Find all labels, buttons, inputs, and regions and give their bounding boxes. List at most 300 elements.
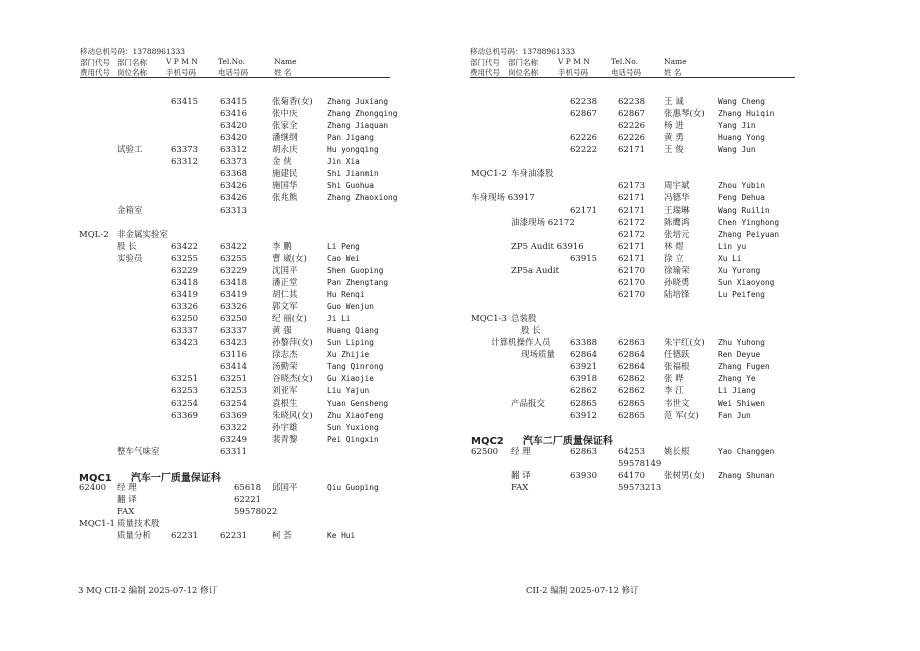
person-name: 孙黎萍(女) (272, 338, 313, 349)
person-name: 徐瑜荣 (664, 265, 690, 276)
person-name-roman: Chen Yinghong (718, 217, 780, 227)
person-name: 韦世文 (664, 398, 690, 409)
list-item (0, 205, 460, 217)
list-item (460, 265, 920, 277)
position: 翻 译 (511, 471, 531, 481)
section-name: 汽车二厂质量保证科 (522, 436, 613, 447)
list-item (0, 168, 460, 180)
vpmn-number: 63373 (171, 145, 199, 156)
person-name: 施建民 (272, 169, 298, 180)
list-item (460, 156, 920, 168)
tel-number: 62171 (618, 205, 646, 216)
person-name: 金 侠 (272, 157, 292, 168)
list-item (0, 289, 460, 301)
person-name: 张惠琴(女) (664, 109, 705, 120)
list-item (460, 446, 920, 458)
tel-number: 63116 (220, 350, 248, 361)
person-name: 杨 进 (664, 121, 684, 132)
tel-number: 63416 (220, 109, 248, 120)
vpmn-number: 63250 (171, 314, 199, 325)
person-name-roman: Ren Deyue (718, 350, 761, 360)
list-item (460, 205, 920, 217)
col-header-dept-code: 部门代号 (80, 58, 110, 67)
tel-number: 63415 (220, 97, 248, 107)
tel-number: 63322 (220, 422, 248, 433)
vpmn-number: 63388 (570, 338, 598, 349)
list-item (460, 192, 920, 204)
person-name: 张培元 (664, 229, 690, 240)
list-item (460, 289, 920, 301)
person-name-roman: Zhang Zhaoxiong (327, 193, 398, 203)
list-item (460, 458, 920, 470)
tel-number: 62864 (618, 350, 646, 361)
list-item (0, 446, 460, 458)
person-name: 潘继纲 (272, 133, 298, 144)
person-name: 王 诚 (664, 97, 684, 107)
vpmn-number: 63423 (171, 338, 199, 349)
person-name: 郭文军 (272, 302, 298, 313)
person-name-roman: Tang Qinrong (327, 362, 384, 372)
person-name: 胡仁其 (272, 289, 298, 300)
vpmn-number: 63337 (171, 326, 199, 337)
person-name-roman: Zhu Xiaofeng (327, 410, 384, 420)
position: 经 理 (511, 447, 531, 457)
vpmn-number: 63369 (171, 410, 199, 421)
vpmn-number: 62226 (570, 133, 598, 144)
header-rule (470, 77, 795, 78)
list-item (0, 192, 460, 204)
position: 车身油漆股 (511, 169, 554, 180)
vpmn-number: 63253 (171, 386, 199, 397)
col-header-tel: Tel.No. (611, 57, 638, 66)
person-name-roman: Gu Xiaojie (327, 374, 374, 384)
vpmn-number: 63418 (171, 277, 199, 288)
tel-number: 62173 (618, 181, 646, 192)
tel-number: 62172 (618, 217, 646, 228)
person-name-roman: Wang Ruilin (718, 205, 770, 215)
person-name-roman: Zhang Jiaquan (327, 121, 389, 131)
vpmn-number: 63415 (171, 97, 199, 107)
person-name: 张 晔 (664, 374, 684, 385)
person-name: 王 俊 (664, 145, 684, 156)
switchboard-line: 移动总机号码：13788961333 (80, 47, 185, 56)
list-item (0, 180, 460, 192)
person-name-roman: Lin yu (718, 241, 747, 251)
position: 翻 译 (117, 495, 137, 506)
tel-number: 63373 (220, 157, 248, 168)
list-item (0, 144, 460, 156)
tel-number: 62171 (618, 241, 646, 252)
person-name-roman: Wang Cheng (718, 97, 765, 106)
list-item (0, 530, 460, 542)
vpmn-number: 63921 (570, 362, 598, 373)
person-name: 裴青黎 (272, 434, 298, 445)
list-item (0, 361, 460, 373)
vpmn-number: 63254 (171, 398, 199, 409)
person-name-roman: Qiu Guoping (327, 483, 379, 492)
vpmn-number: 63229 (171, 265, 199, 276)
person-name: 孙晓勇 (664, 277, 690, 288)
vpmn-number: 63930 (570, 471, 598, 481)
list-item (460, 325, 920, 337)
person-name-roman: Zhang Shunan (718, 471, 775, 480)
tel-number: 62862 (618, 386, 646, 397)
person-name-roman: Li Jiang (718, 386, 756, 396)
person-name-roman: Guo Wenjun (327, 302, 374, 312)
col-header-cost-code: 费用代号 (470, 68, 500, 77)
position: 试验工 (117, 145, 143, 156)
person-name: 施国华 (272, 181, 298, 192)
list-item (0, 410, 460, 422)
list-item (460, 229, 920, 241)
tel-number: 63250 (220, 314, 248, 325)
person-name-roman: Sun Liping (327, 338, 374, 348)
person-name: 张菊香(女) (272, 97, 313, 107)
right-page (460, 0, 920, 651)
list-item (460, 482, 920, 494)
tel-number: 63368 (220, 169, 248, 180)
position: ZP5a Audit (511, 265, 559, 276)
col-header-fullname: 姓 名 (274, 68, 292, 77)
list-item (0, 277, 460, 289)
person-name-roman: Zhang Ye (718, 374, 756, 384)
person-name-roman: Sun Yuxiong (327, 422, 379, 432)
dept-code: 车身现场 63917 (471, 193, 535, 204)
tel-number: 63254 (220, 398, 248, 409)
person-name: 张福根 (664, 362, 690, 373)
person-name-roman: Zhang Peiyuan (718, 229, 780, 239)
person-name-roman: Shi Guohua (327, 181, 374, 191)
dept-code: MQC1-2 (471, 169, 507, 180)
list-item (460, 144, 920, 156)
list-item (0, 156, 460, 168)
vpmn-number: 63915 (570, 253, 598, 264)
vpmn-number: 63918 (570, 374, 598, 385)
tel-number: 63418 (220, 277, 248, 288)
position: 质量技术股 (117, 519, 160, 530)
list-item (460, 410, 920, 422)
position: 质量分析 (117, 531, 152, 542)
person-name: 汤勤荣 (272, 362, 298, 373)
vpmn-number: 62863 (570, 447, 598, 457)
col-header-vpmn: V P M N (166, 57, 198, 66)
person-name: 曹 崴(女) (272, 253, 307, 264)
person-name-roman: Liu Yajun (327, 386, 370, 396)
position: FAX (117, 507, 135, 518)
col-header-dept-name: 部门名称 (508, 58, 538, 67)
person-name-roman: Xu Zhijie (327, 350, 370, 360)
page-footer: 3 MQ CII-2 编制 2025-07-12 修订 (78, 586, 218, 596)
person-name: 邱国平 (272, 483, 298, 493)
tel-number: 63423 (220, 338, 248, 349)
section-code: MQC2 (471, 436, 504, 447)
tel-number: 62170 (618, 277, 646, 288)
list-item (0, 518, 460, 530)
person-name: 纪 丽(女) (272, 314, 307, 325)
person-name-roman: Wei Shiwen (718, 398, 765, 408)
tel-number: 63414 (220, 362, 248, 373)
person-name-roman: Pei Qingxin (327, 434, 379, 444)
tel-number: 62865 (618, 410, 646, 421)
tel-number: 63326 (220, 302, 248, 313)
tel-number: 62226 (618, 133, 646, 144)
tel-number: 63419 (220, 289, 248, 300)
person-name: 任德跃 (664, 350, 690, 361)
person-name-roman: Feng Dehua (718, 193, 765, 203)
person-name-roman: Pan Zhengtang (327, 277, 389, 287)
list-item (0, 313, 460, 325)
col-header-position: 岗位名称 (508, 68, 538, 77)
page-footer: CII-2 编制 2025-07-12 修订 (526, 586, 639, 596)
tel-number: 64253 (618, 447, 646, 457)
list-item (0, 241, 460, 253)
dept-code: MQL-2 (79, 229, 109, 240)
tel-number: 63422 (220, 241, 248, 252)
person-name: 沈国平 (272, 265, 298, 276)
person-name: 张中庆 (272, 109, 298, 120)
list-item (0, 506, 460, 518)
person-name-roman: Hu yongqing (327, 145, 379, 155)
tel-number: 62172 (618, 229, 646, 240)
list-item (460, 313, 920, 325)
position: 油漆现场 62172 (511, 217, 575, 228)
list-item (460, 96, 920, 108)
person-name-roman: Zhu Yuhong (718, 338, 765, 348)
col-header-dept-name: 部门名称 (117, 58, 147, 67)
tel-number: 63420 (220, 133, 248, 144)
list-item (0, 132, 460, 144)
vpmn-number: 63912 (570, 410, 598, 421)
tel-number: 59578022 (234, 507, 278, 518)
position: 经 理 (117, 483, 137, 493)
section-code: MQC1 (79, 473, 112, 484)
person-name-roman: Zhou Yubin (718, 181, 765, 191)
tel-number: 62221 (234, 495, 262, 506)
col-header-name: Name (664, 57, 687, 66)
tel-number: 59578149 (618, 459, 662, 469)
list-item (0, 434, 460, 446)
person-name: 陈鹰鸿 (664, 217, 690, 228)
person-name-roman: Li Peng (327, 241, 360, 251)
tel-number: 63253 (220, 386, 248, 397)
person-name-roman: Huang Qiang (327, 326, 379, 336)
tel-number: 63249 (220, 434, 248, 445)
col-header-dept-code: 部门代号 (470, 58, 500, 67)
tel-number: 63426 (220, 193, 248, 204)
person-name: 王瑞琳 (664, 205, 690, 216)
tel-number: 63229 (220, 265, 248, 276)
list-item (460, 337, 920, 349)
position: 产品报交 (511, 398, 546, 409)
section-name: 汽车一厂质量保证科 (130, 473, 221, 484)
person-name-roman: Shen Guoping (327, 265, 384, 275)
tel-number: 63255 (220, 253, 248, 264)
person-name-roman: Zhang Juxiang (327, 97, 389, 106)
list-item (0, 337, 460, 349)
col-header-name: Name (274, 57, 297, 66)
person-name: 黄 强 (272, 326, 292, 337)
person-name: 黄 勇 (664, 133, 684, 144)
col-header-phone: 电话号码 (611, 68, 641, 77)
list-item (0, 217, 460, 229)
position: 计算机操作人员 (491, 338, 551, 349)
vpmn-number: 63419 (171, 289, 199, 300)
person-name-roman: Yao Changgen (718, 447, 775, 456)
list-item (460, 241, 920, 253)
tel-number: 63420 (220, 121, 248, 132)
person-name: 张家全 (272, 121, 298, 132)
dept-code: 62400 (79, 483, 107, 493)
vpmn-number: 62867 (570, 109, 598, 120)
vpmn-number: 62231 (171, 531, 199, 542)
person-name: 张树男(女) (664, 471, 705, 481)
position: 金箱室 (117, 205, 143, 216)
list-item (0, 385, 460, 397)
person-name: 林 煜 (664, 241, 684, 252)
position: ZP5 Audit 63916 (511, 241, 584, 252)
person-name: 陆培锋 (664, 289, 690, 300)
list-item (460, 373, 920, 385)
list-item (0, 422, 460, 434)
switchboard-line: 移动总机号码：13788961333 (470, 47, 575, 56)
position: 总装股 (511, 314, 537, 325)
vpmn-number: 63255 (171, 253, 199, 264)
list-item (460, 132, 920, 144)
position: 实验员 (117, 253, 143, 264)
person-name-roman: Ke Hui (327, 531, 356, 541)
list-item (0, 96, 460, 108)
vpmn-number: 63251 (171, 374, 199, 385)
tel-number: 62170 (618, 265, 646, 276)
person-name: 孙宇雄 (272, 422, 298, 433)
tel-number: 62226 (618, 121, 646, 132)
person-name: 胡永庆 (272, 145, 298, 156)
col-header-phone: 电话号码 (218, 68, 248, 77)
vpmn-number: 62171 (570, 205, 598, 216)
dept-code: MQC1-1 (79, 519, 115, 530)
header-rule (80, 77, 390, 78)
list-item (0, 229, 460, 241)
tel-number: 63312 (220, 145, 248, 156)
list-item (460, 470, 920, 482)
list-item (460, 277, 920, 289)
list-item (0, 349, 460, 361)
person-name-roman: Jin Xia (327, 157, 360, 167)
position: FAX (511, 483, 529, 493)
list-item (460, 253, 920, 265)
person-name: 李 江 (664, 386, 684, 397)
position: 股 长 (521, 326, 541, 337)
vpmn-number: 62222 (570, 145, 598, 156)
person-name: 徐 立 (664, 253, 684, 264)
tel-number: 62864 (618, 362, 646, 373)
list-item (460, 361, 920, 373)
person-name: 张兆熊 (272, 193, 298, 204)
position: 股 长 (117, 241, 137, 252)
person-name: 刘亚军 (272, 386, 298, 397)
person-name: 朱宇红(女) (664, 338, 705, 349)
person-name-roman: Yuan Gensheng (327, 398, 389, 408)
list-item (460, 398, 920, 410)
tel-number: 63251 (220, 374, 248, 385)
list-item (460, 168, 920, 180)
person-name: 柯 荟 (272, 531, 292, 542)
position: 非金属实验室 (117, 229, 169, 240)
list-item (0, 120, 460, 132)
dept-code: 62500 (471, 447, 499, 457)
col-header-mobile: 手机号码 (558, 68, 588, 77)
person-name-roman: Yang Jin (718, 121, 756, 131)
person-name: 朱晓风(女) (272, 410, 313, 421)
person-name: 谷晓杰(女) (272, 374, 313, 385)
list-item (0, 373, 460, 385)
position: 整车气味室 (117, 446, 160, 457)
tel-number: 62171 (618, 193, 646, 204)
person-name-roman: Wang Jun (718, 145, 756, 155)
position: 现场质量 (521, 350, 556, 361)
person-name-roman: Zhang Fugen (718, 362, 770, 372)
list-item (0, 494, 460, 506)
tel-number: 63369 (220, 410, 248, 421)
list-item (0, 482, 460, 494)
person-name-roman: Pan Jigang (327, 133, 374, 143)
col-header-position: 岗位名称 (117, 68, 147, 77)
person-name-roman: Huang Yong (718, 133, 765, 143)
list-item (0, 108, 460, 120)
tel-number: 62863 (618, 338, 646, 349)
person-name: 袁根生 (272, 398, 298, 409)
tel-number: 63313 (220, 205, 248, 216)
col-header-tel: Tel.No. (218, 57, 245, 66)
person-name: 潘正堂 (272, 277, 298, 288)
list-item (460, 385, 920, 397)
person-name: 徐志杰 (272, 350, 298, 361)
person-name-roman: Hu Renqi (327, 289, 365, 299)
person-name-roman: Zhang Zhongqing (327, 109, 398, 119)
tel-number: 63311 (220, 446, 248, 457)
person-name: 范 军(女) (664, 410, 699, 421)
list-item (460, 349, 920, 361)
list-item (460, 108, 920, 120)
tel-number: 62171 (618, 145, 646, 156)
list-item (460, 301, 920, 313)
col-header-mobile: 手机号码 (166, 68, 196, 77)
person-name: 冯德华 (664, 193, 690, 204)
list-item (460, 180, 920, 192)
person-name-roman: Ji Li (327, 314, 351, 324)
vpmn-number: 62864 (570, 350, 598, 361)
person-name-roman: Xu Li (718, 253, 742, 263)
col-header-fullname: 姓 名 (664, 68, 682, 77)
vpmn-number: 63312 (171, 157, 199, 168)
person-name-roman: Lu Peifeng (718, 289, 765, 299)
tel-number: 65618 (234, 483, 262, 493)
list-item (0, 325, 460, 337)
vpmn-number: 63326 (171, 302, 199, 313)
list-item (0, 398, 460, 410)
person-name: 周宇斌 (664, 181, 690, 192)
person-name-roman: Cao Wei (327, 253, 360, 263)
person-name-roman: Xu Yurong (718, 265, 761, 275)
vpmn-number: 62862 (570, 386, 598, 397)
tel-number: 62171 (618, 253, 646, 264)
tel-number: 62862 (618, 374, 646, 385)
vpmn-number: 62865 (570, 398, 598, 409)
list-item (460, 120, 920, 132)
person-name-roman: Zhang Huiqin (718, 109, 775, 119)
tel-number: 64170 (618, 471, 646, 481)
vpmn-number: 62238 (570, 97, 598, 107)
